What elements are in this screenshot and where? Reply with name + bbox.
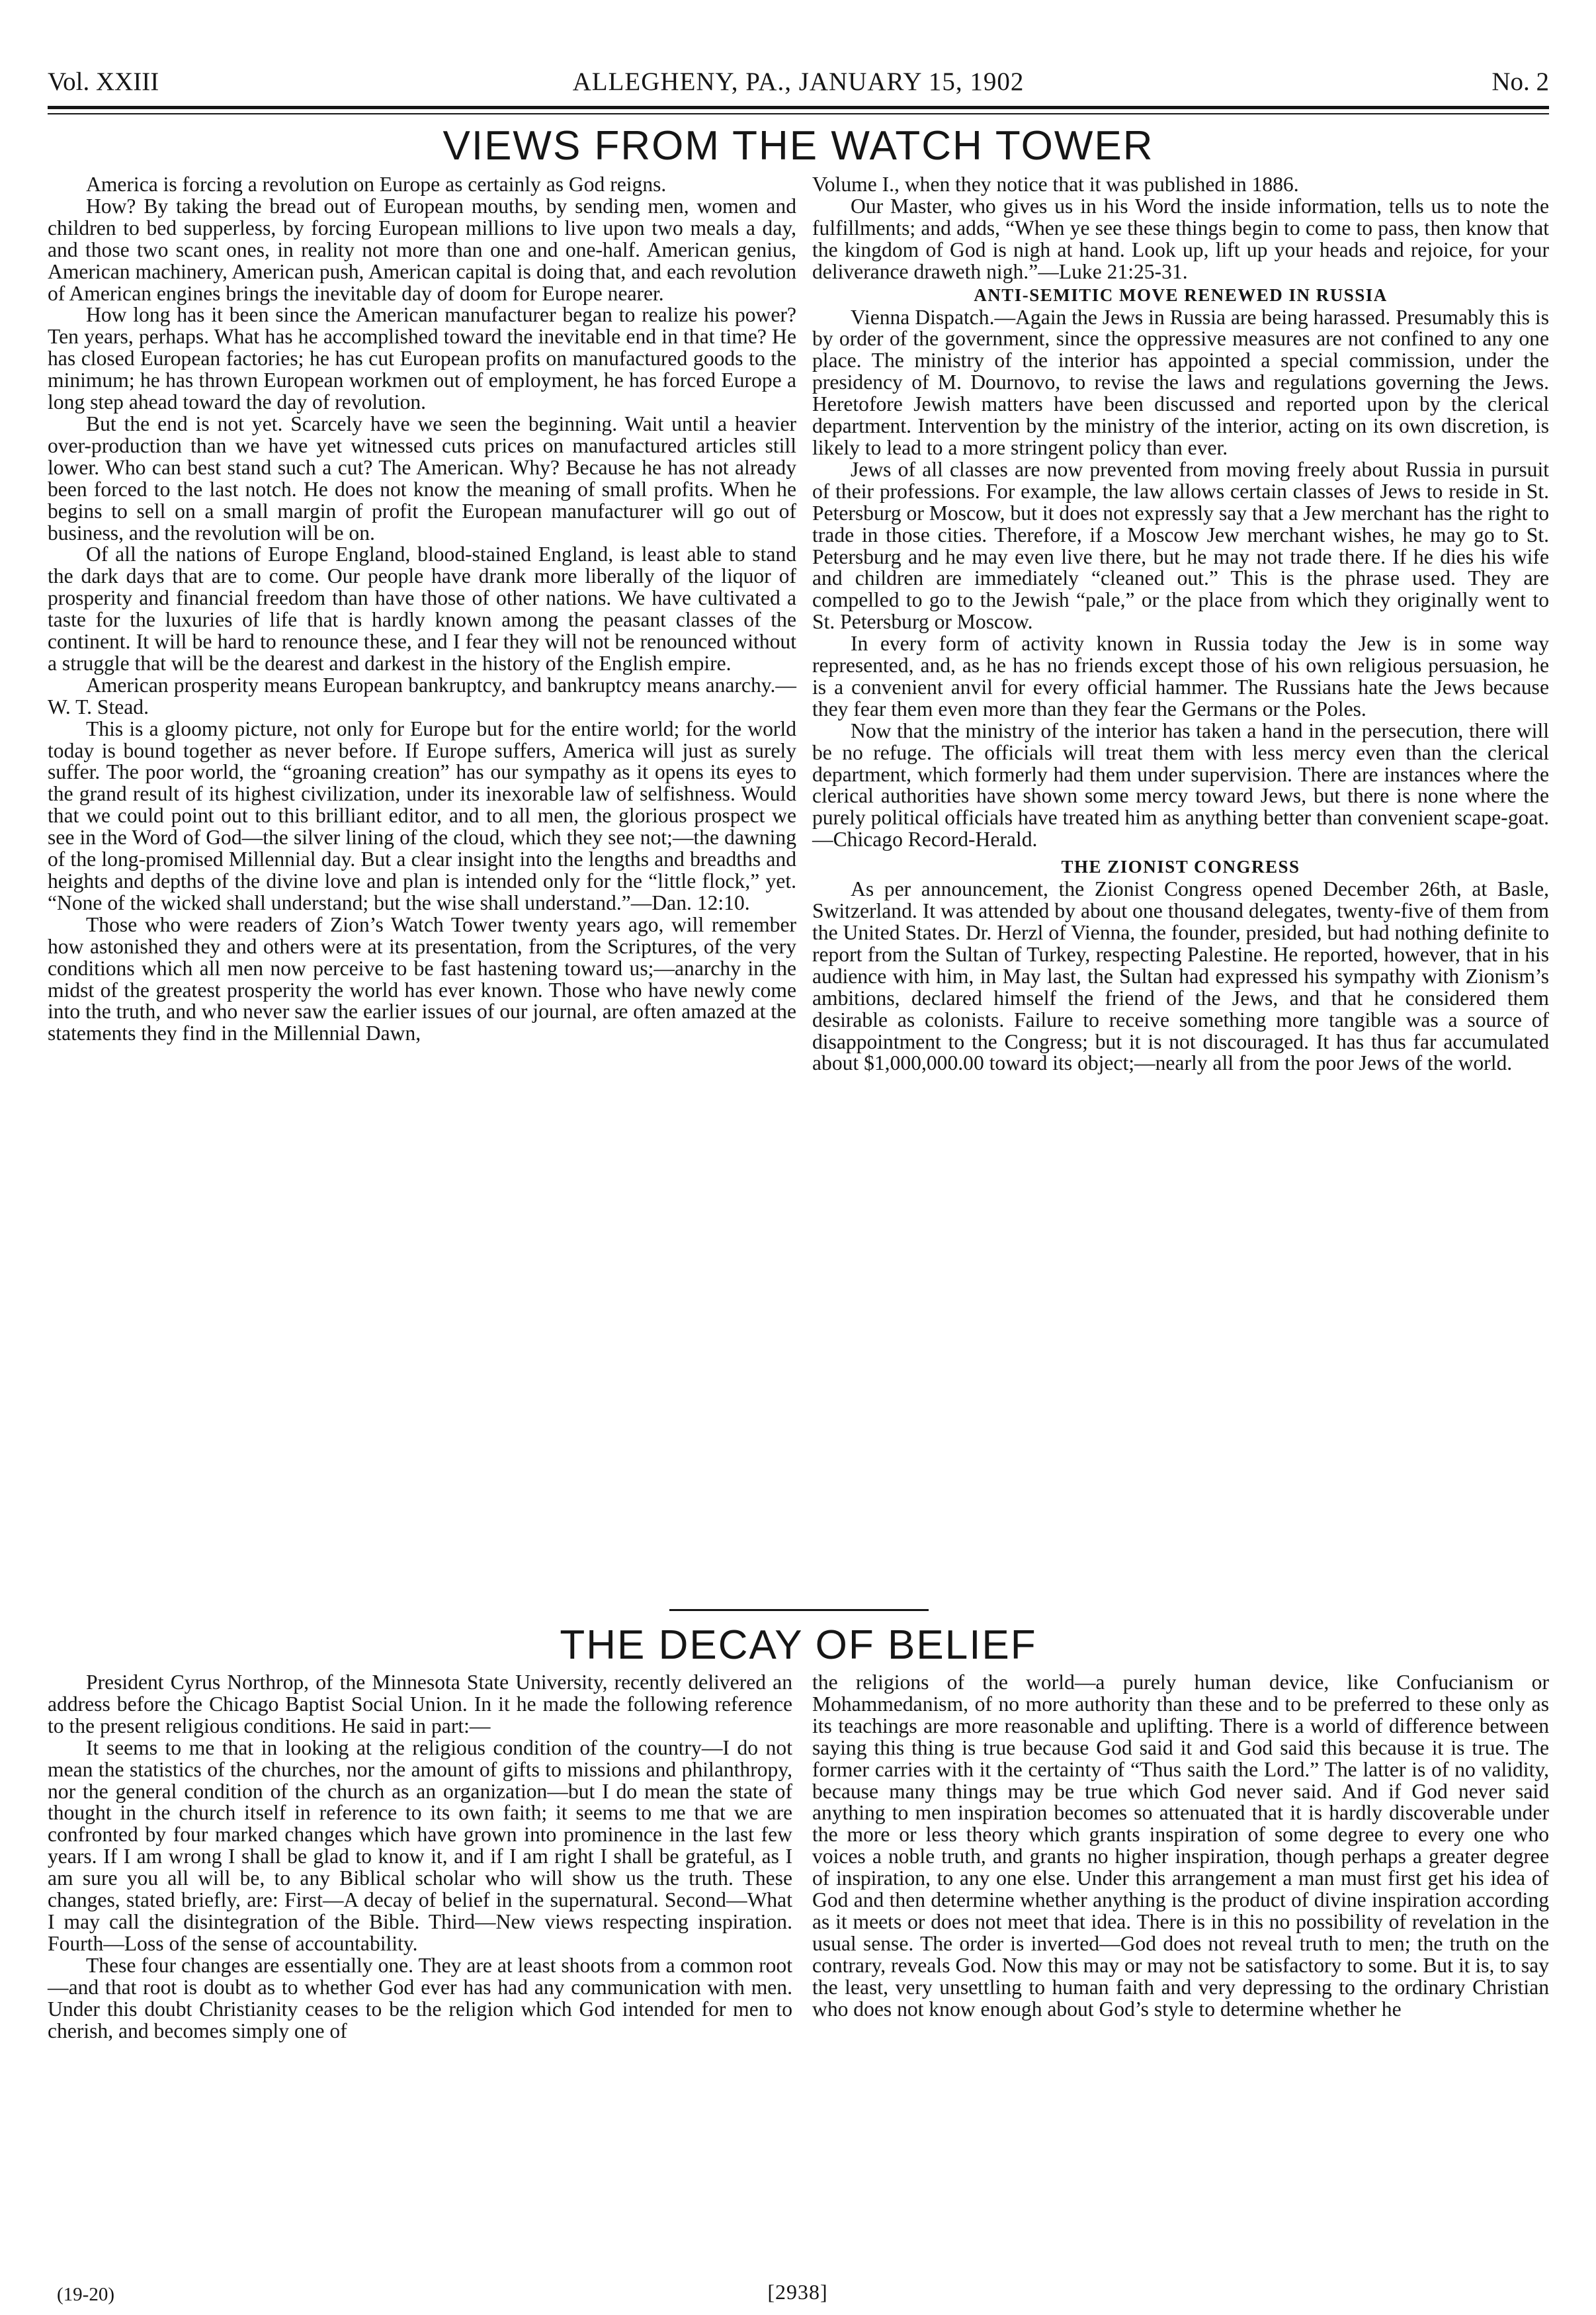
section-divider (669, 1609, 929, 1611)
paragraph: America is forcing a revolution on Europe as certainly as God reigns. (86, 173, 667, 196)
paragraph: President Cyrus Northrop, of the Minnesota State University, recently delivered an address before the Chicago Baptist Social Union. In it he made the following reference to the present religious conditions. He said in part:— (48, 1671, 792, 1737)
article-title-decay-of-belief: THE DECAY OF BELIEF (560, 1622, 1037, 1668)
paragraph-continued: Volume I., when they notice that it was published in 1886. (812, 173, 1299, 196)
footer-page-number: [2938] (767, 2280, 828, 2304)
masthead (48, 62, 1549, 102)
paragraph: American prosperity means European bankruptcy, and bankruptcy means anarchy.—W. T. Stead. (48, 673, 796, 719)
article2-column-right (812, 1672, 1549, 2021)
article-title-watch-tower: VIEWS FROM THE WATCH TOWER (442, 123, 1154, 169)
section-heading-anti-semitic: ANTI-SEMITIC MOVE RENEWED IN RUSSIA (974, 284, 1388, 305)
paragraph: Of all the nations of Europe England, blood-stained England, is least able to stand the dark days that are to come. Our people have drank more liberally of the liquor of prosperity and financial freedom than have those of other nations. We have cultivated a taste for the luxuries of life that is hardly known among the peasant classes of the continent. It will be hard to renounce these, and I fear they will not be renounced without a struggle that will be the dearest and darkest in the history of the English empire. (48, 543, 796, 675)
issue-number: No. 2 (1491, 67, 1549, 96)
paragraph: These four changes are essentially one. They are at least shoots from a common root—and that root is doubt as to whether God ever has had any communication with men. Under this doubt Christianity ceases to be the religion which God intended for men to cherish, and becomes simply one of (48, 1953, 792, 2042)
paragraph: In every form of activity known in Russia today the Jew is in some way represented, and, as he has no friends except those of his own religious persuasion, he is a convenient anvil for every official hammer. The Russians hate the Jews because they fear them even more than they fear the Germans or the Poles. (812, 632, 1549, 721)
paragraph-continued: the religions of the world—a purely human device, like Confucianism or Mohammedanism, of no more authority than these and to be preferred to these only as its teachings are more reasonable and uplifting. There is a world of difference between saying this thing is true because God said it and God said this because it is true. The former carries with it the certainty of “Thus saith the Lord.” The latter is of no validity, because many things may be true which God never said. And if God never said anything to men inspiration becomes so attenuated that it is hardly discoverable under the more or less theory which grants inspiration of some degree to every one who voices a noble truth, and grants no higher inspiration, though perhaps a greater degree of inspiration, to any one else. Under this arrangement a man must first get his idea of God and then determine whether anything is the product of divine inspiration according as it meets or does not meet that idea. There is in this no possibility of revelation in the usual sense. The order is inverted—God does not reveal truth to men; the truth on the contrary, reveals God. Now this may or may not be satisfactory to some. But it is, to say the least, very unsettling to human faith and very depressing to the ordinary Christian who does not know enough about God’s style to determine whether he (812, 1671, 1549, 2021)
paragraph: Jews of all classes are now prevented from moving freely about Russia in pursuit of their professions. For example, the law allows certain classes of Jews to reside in St. Petersburg or Moscow, but it does not expressly say that a Jew merchant has the right to trade in those cities. Therefore, if a Moscow Jew merchant wishes, he may go to St. Petersburg and he may even live there, but he may not trade there. If he dies his wife and children are immediately “cleaned out.” This is the phrase used. They are compelled to go to the Jewish “pale,” or the place from which they originally went to St. Petersburg or Moscow. (812, 457, 1549, 634)
paragraph: It seems to me that in looking at the religious condition of the country—I do not mean the statistics of the churches, nor the amount of gifts to missions and philanthropy, nor the general condition of the church as an organization—but I do mean the state of thought in the church itself in reference to its own faith; it seems to me that we are confronted by four marked changes which have grown into prominence in the last few years. If I am wrong I shall be glad to know it, and if I am right I shall be grateful, as I am sure you all will be, to any Biblical scholar who will show us the truth. These changes, stated briefly, are: First—A decay of belief in the supernatural. Second—What I may call the disintegration of the Bible. Third—New views respecting inspiration. Fourth—Loss of the sense of accountability. (48, 1735, 792, 1955)
article2-column-left (48, 1672, 792, 2042)
dateline: ALLEGHENY, PA., JANUARY 15, 1902 (572, 67, 1025, 96)
section-heading-zionist: THE ZIONIST CONGRESS (1061, 857, 1300, 877)
footer-pages: (19-20) (57, 2284, 114, 2305)
paragraph: But the end is not yet. Scarcely have we seen the beginning. Wait until a heavier over-production than we have yet witnessed cuts prices on manufactured articles still lower. Who can best stand such a cut? The American. Why? Because he has not already been forced to the last notch. He does not know the meaning of small profits. When he begins to sell on a small margin of profit the European manufacturer will go out of business, and the revolution will be on. (48, 412, 796, 545)
article1-column-right (812, 174, 1549, 1074)
paragraph: This is a gloomy picture, not only for Europe but for the entire world; for the world today is bound together as never before. If Europe suffers, America will just as surely suffer. The poor world, the “groaning creation” has our sympathy as it opens its eyes to the grand result of its highest civilization, under its inexorable law of selfishness. Would that we could point out to this brilliant editor, and to all men, the glorious prospect we see in the Word of God—the silver lining of the cloud, which they see not;—the dawning of the long-promised Millennial day. But a clear insight into the lengths and breadths and heights and depths of the divine love and plan is intended only for the “little flock,” yet. “None of the wicked shall understand; but the wise shall understand.”—Dan. 12:10. (48, 717, 796, 914)
paragraph: How? By taking the bread out of European mouths, by sending men, women and children to bed supperless, by forcing European millions to live upon two meals a day, and those two scant ones, in reality not more than one and one-half. American genius, American machinery, American push, American capital is doing that, and each revolution of American engines brings the inevitable day of doom for Europe nearer. (48, 194, 796, 305)
header-rule-thin (48, 113, 1549, 114)
article1-column-left (48, 174, 796, 1045)
volume-label: Vol. XXIII (48, 67, 159, 96)
paragraph: Vienna Dispatch.—Again the Jews in Russia are being harassed. Presumably this is by order of the government, since the oppressive measures are not confined to any one place. The ministry of the interior has appointed a special commission, under the presidency of M. Dournovo, to revise the laws and regulations governing the Jews. Heretofore Jewish matters have been discussed and reported upon by the clerical department. Intervention by the ministry of the interior, acting on its own discretion, is likely to lead to a more stringent policy than ever. (812, 305, 1549, 459)
paragraph: Now that the ministry of the interior has taken a hand in the persecution, there will be no refuge. The officials will treat them with less mercy even than the clerical department, which formerly had them under supervision. There are instances where the clerical authorities have shown some mercy toward Jews, but there is none where the purely political officials have treated him as anything better than convenient scape-goat.—Chicago Record-Herald. (812, 719, 1549, 852)
paragraph: Our Master, who gives us in his Word the inside information, tells us to note the fulfillments; and adds, “When ye see these things begin to come to pass, then know that the kingdom of God is nigh at hand. Look up, lift up your heads and rejoice, for your deliverance draweth nigh.”—Luke 21:25-31. (812, 194, 1549, 283)
paragraph: How long has it been since the American manufacturer began to realize his power? Ten years, perhaps. What has he accomplished toward the inevitable end in that time? He has closed European factories; he has cut European profits on manufactured goods to the minimum; he has thrown European workmen out of employment, he has forced Europe a long step ahead toward the day of revolution. (48, 303, 796, 414)
paragraph: Those who were readers of Zion’s Watch Tower twenty years ago, will remember how astonished they and others were at its presentation, from the Scriptures, of the very conditions which all men now perceive to be fast hastening toward us;—anarchy in the midst of the greatest prosperity the world has ever known. Those who have newly come into the truth, and who never saw the earlier issues of our journal, are often amazed at the statements they find in the Millennial Dawn, (48, 912, 796, 1045)
paragraph: As per announcement, the Zionist Congress opened December 26th, at Basle, Switzerland. It was attended by about one thousand delegates, twenty-five of them from the United States. Dr. Herzl of Vienna, the founder, presided, but had nothing definite to report from the Sultan of Turkey, respecting Palestine. He reported, however, that in his audience with him, in May last, the Sultan had expressed his sympathy with Zionism’s ambitions, declared himself the friend of the Jews, and that he considered them desirable as colonists. Failure to receive something more tangible was a source of disappointment to the Congress; but it is not discouraged. It has thus far accumulated about $1,000,000.00 toward its object;—nearly all from the poor Jews of the world. (812, 877, 1549, 1075)
header-rule-thick (48, 106, 1549, 109)
